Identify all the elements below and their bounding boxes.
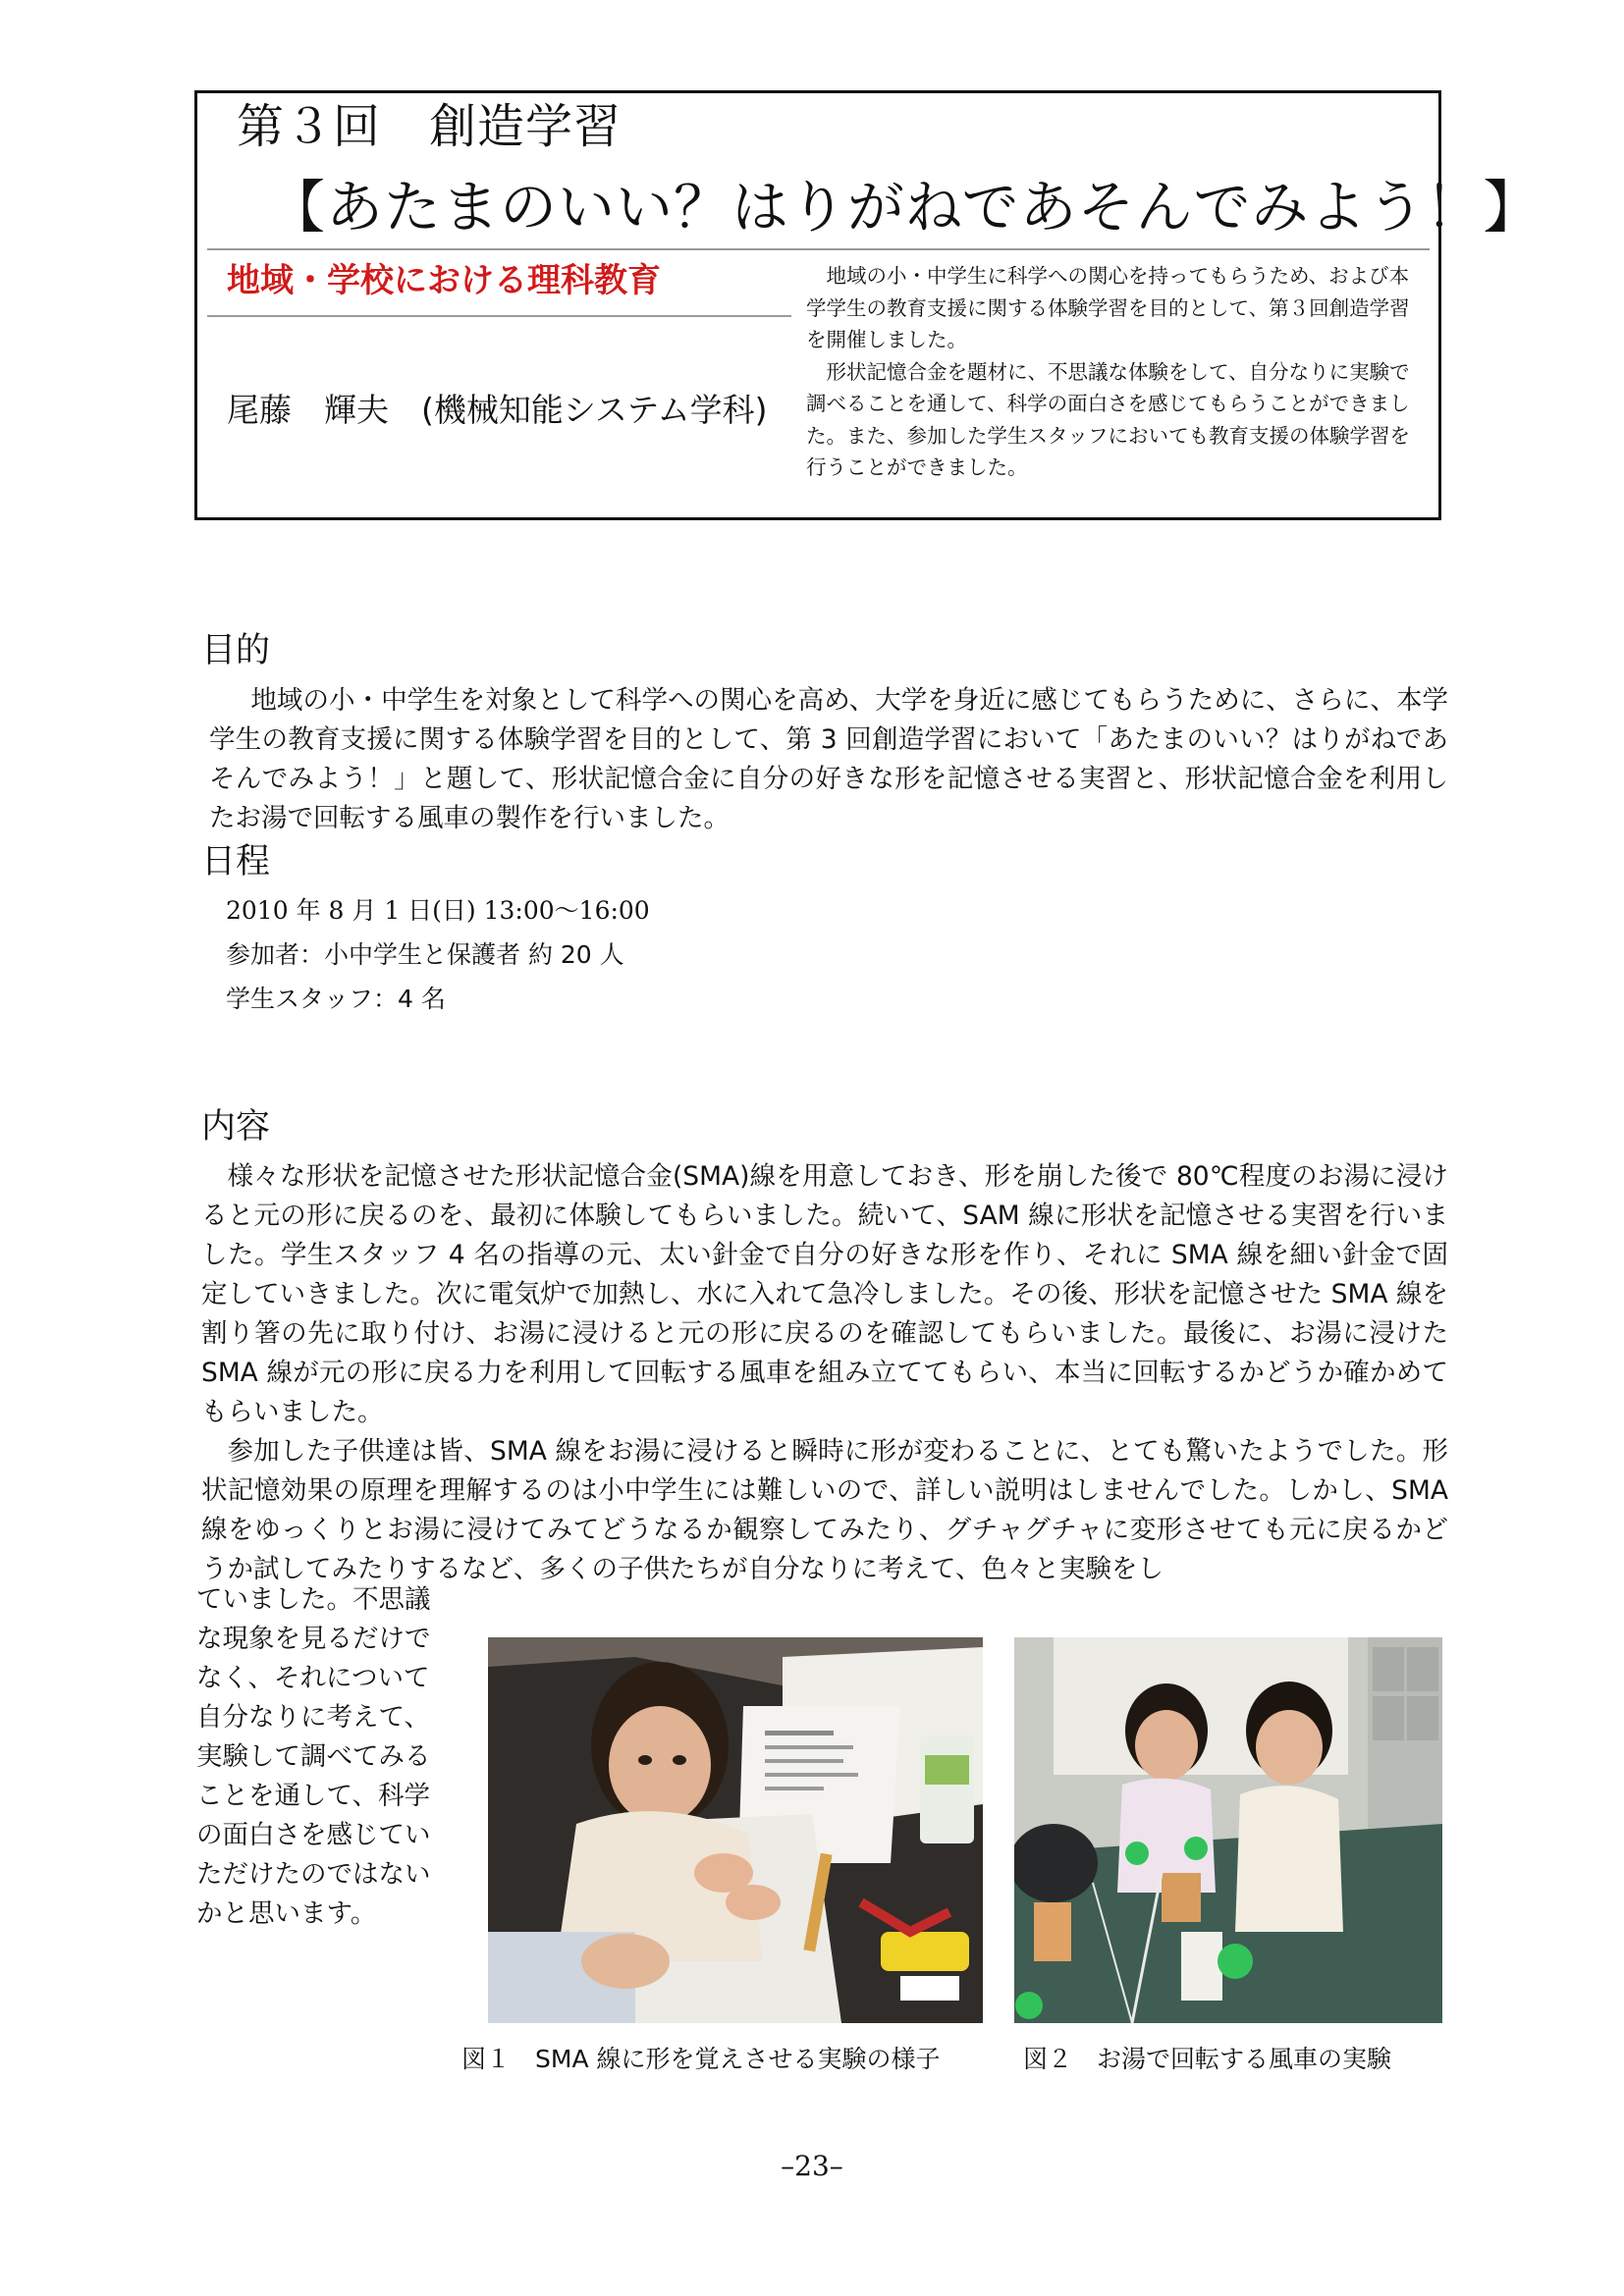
wrap-line: ただけたのではない [196,1859,431,1890]
wrap-line: ことを通して、科学 [196,1781,430,1811]
purpose-text: 地域の小・中学生を対象として科学への関心を高め、大学を身近に感じてもらうために、さらに、本学学生の教育支援に関する体験学習を目的として、第 3 回創造学習において「あたまのいい？はりがねであそんでみよう！」と題して、形状記憶合金に自分の好きな形を記憶させる実習と、形状記憶合金を利用したお湯で回転する風車の製作を行いました。 [209,685,1448,833]
schedule-date: 2010 年 8 月 1 日(日) 13:00～16:00 [226,896,650,925]
wrap-line: な現象を見るだけで [196,1624,431,1654]
author-line: 尾藤 輝夫 (機械知能システム学科) [227,391,768,429]
abstract [806,260,1425,484]
page-number: –23– [781,2150,843,2182]
schedule-participants: 参加者：小中学生と保護者 約 20 人 [226,940,624,969]
wrap-line: 実験して調べてみる [196,1741,431,1772]
category-divider [207,315,791,317]
series-label: 第３回 創造学習 [237,99,623,154]
wrap-line: 自分なりに考えて、 [196,1702,430,1733]
header-box [194,90,1542,520]
wrap-line: なく、それについて [196,1663,430,1693]
purpose-section [201,628,1448,838]
content-wrap-text [196,1580,454,1934]
figure-1-illustration [488,1637,983,2023]
figure-2-photo [1014,1637,1442,2023]
content-heading: 内容 [201,1107,271,1147]
schedule-staff: 学生スタッフ：4 名 [226,985,446,1013]
schedule-heading: 日程 [201,842,271,881]
abstract-paragraph: 形状記憶合金を題材に、不思議な体験をして、自分なりに実験で調べることを通して、科学の面白さを感じてもらうことができました。また、参加した学生スタッフにおいても教育支援の体験学習を行うことができました。 [806,359,1410,479]
category-label: 地域・学校における理科教育 [227,261,661,300]
page-title: 【あたまのいい？はりがねであそんでみよう！】 [268,174,1542,240]
wrap-line: かと思います。 [196,1898,377,1929]
figure-2-illustration [1014,1637,1442,2023]
purpose-heading: 目的 [201,631,271,670]
content-paragraph-2: 参加した子供達は皆、SMA 線をお湯に浸けると瞬時に形が変わることに、とても驚いたようでした。形状記憶効果の原理を理解するのは小中学生には難しいので、詳しい説明はしませんでした。しかし、SMA 線をゆっくりとお湯に浸けてみてどうなるか観察してみたり、グチャグチャに変形させても元に戻るかどうか試してみたりするなど、多くの子供たちが自分なりに考えて、色々と実験をし [201,1436,1448,1584]
schedule-details [226,888,650,1021]
wrap-line: の面白さを感じてい [196,1820,431,1850]
figure-1-caption: 図１ SMA 線に形を覚えさせる実験の様子 [461,2045,941,2073]
abstract-paragraph: 地域の小・中学生に科学への関心を持ってもらうため、および本学学生の教育支援に関する体験学習を目的として、第３回創造学習を開催しました。 [806,264,1410,351]
header-divider [207,248,1430,250]
content-section [201,1104,1448,1589]
wrap-line: ていました。不思議 [196,1584,431,1615]
figure-2-caption: 図２ お湯で回転する風車の実験 [1023,2045,1392,2073]
content-paragraph-1: 様々な形状を記憶させた形状記憶合金(SMA)線を用意しておき、形を崩した後で 80℃程度のお湯に浸けると元の形に戻るのを、最初に体験してもらいました。続いて、SAM 線に形状を記憶させる実習を行いました。学生スタッフ 4 名の指導の元、太い針金で自分の好きな形を作り、それに SMA 線を細い針金で固定していきました。次に電気炉で加熱し、水に入れて急冷しました。その後、形状を記憶させた SMA 線を割り箸の先に取り付け、お湯に浸けると元の形に戻るのを確認してもらいました。最後に、お湯に浸けた SMA 線が元の形に戻る力を利用して回転する風車を組み立ててもらい、本当に回転するかどうか確かめてもらいました。 [201,1161,1448,1427]
figure-1-photo [488,1637,983,2023]
